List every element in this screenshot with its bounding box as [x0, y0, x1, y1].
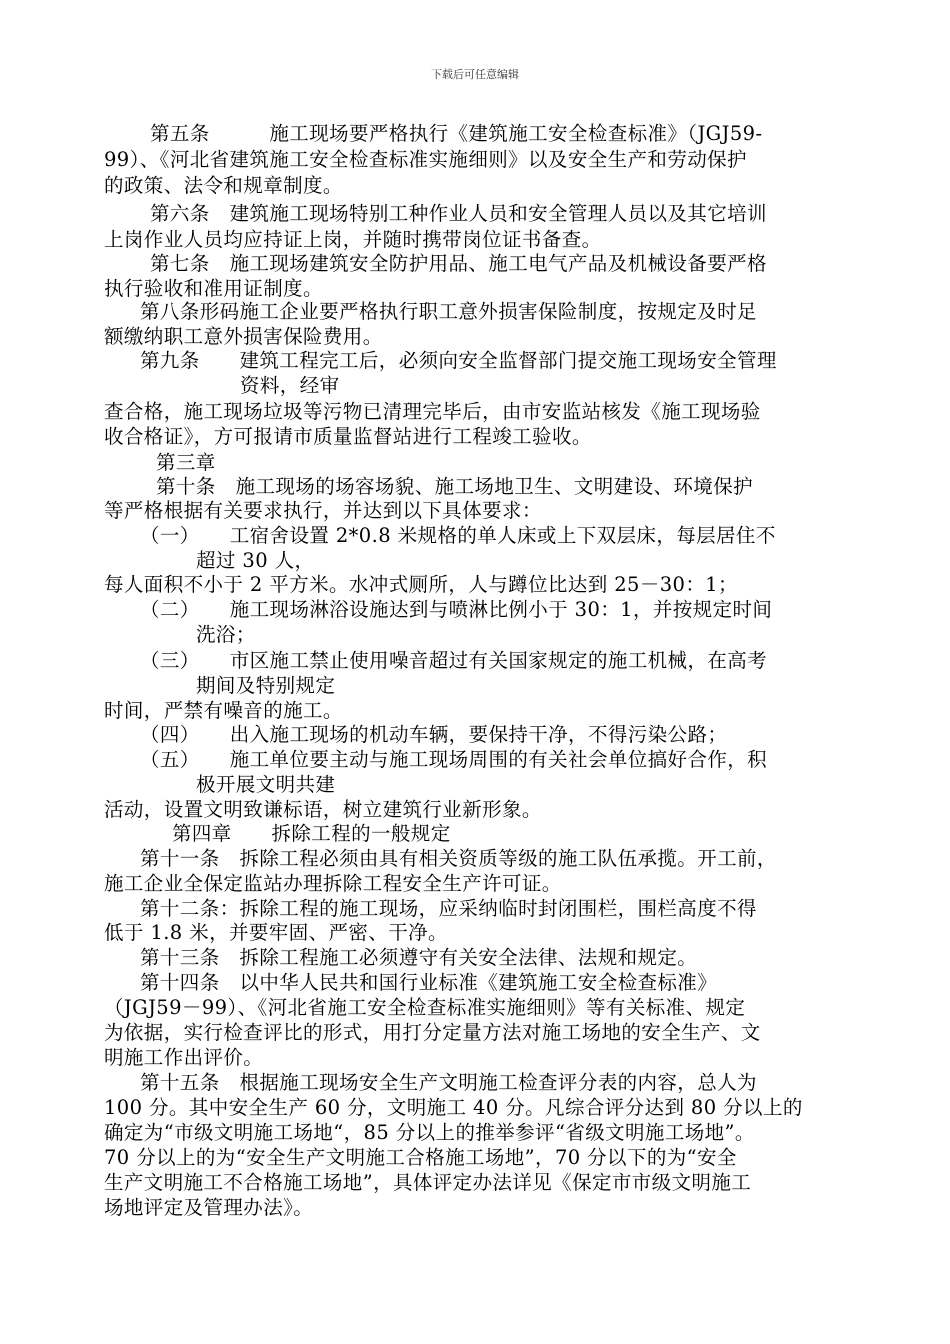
- page-header: 下载后可任意编辑: [431, 68, 519, 81]
- text-line: 活动，设置文明致谦标语，树立建筑行业新形象。: [104, 798, 542, 821]
- text-line: 超过 30 人，: [196, 549, 315, 572]
- chapter-heading: 第四章 拆除工程的一般规定: [172, 822, 451, 845]
- text-line: 生产文明施工不合格施工场地”，具体评定办法详见《保定市市级文明施工: [104, 1171, 752, 1194]
- text-line: 极开展文明共建: [196, 773, 336, 796]
- text-line: 时间，严禁有噪音的施工。: [104, 699, 343, 722]
- text-line: 99）、《河北省建筑施工安全检查标准实施细则》以及安全生产和劳动保护: [104, 148, 747, 171]
- text-line: 100 分。其中安全生产 60 分，文明施工 40 分。凡综合评分达到 80 分以上的: [104, 1096, 803, 1119]
- text-line: 为依据，实行检查评比的形式，用打分定量方法对施工场地的安全生产、文: [104, 1021, 761, 1044]
- text-line: 明施工作出评价。: [104, 1046, 264, 1069]
- text-line: 低于 1.8 米，并要牢固、严密、干净。: [104, 921, 448, 944]
- text-line: 第九条 建筑工程完工后，必须向安全监督部门提交施工现场安全管理: [140, 349, 777, 372]
- text-line: 确定为“市级文明施工场地“，85 分以上的推举参评“省级文明施工场地”。: [104, 1121, 755, 1144]
- chapter-heading: 第三章: [156, 451, 216, 474]
- text-line: 期间及特别规定: [196, 674, 336, 697]
- text-line: 第十三条 拆除工程施工必须遵守有关安全法律、法规和规定。: [140, 946, 698, 969]
- text-line: 每人面积不小于 2 平方米。水冲式厕所，人与蹲位比达到 25－30：1；: [104, 573, 738, 596]
- text-line: 的政策、法令和规章制度。: [104, 174, 343, 197]
- text-line: 执行验收和准用证制度。: [104, 277, 323, 300]
- text-line: 第十五条 根据施工现场安全生产文明施工检查评分表的内容，总人为: [140, 1071, 757, 1094]
- text-line: 第十二条：拆除工程的施工现场，应采纳临时封闭围栏，围栏高度不得: [140, 897, 757, 920]
- text-line: （四） 出入施工现场的机动车辆，要保持干净，不得污染公路；: [140, 723, 728, 746]
- text-line: 第十一条 拆除工程必须由具有相关资质等级的施工队伍承揽。开工前，: [140, 847, 777, 870]
- text-line: 70 分以上的为“安全生产文明施工合格施工场地”，70 分以下的为“安全: [104, 1146, 737, 1169]
- text-line: 场地评定及管理办法》。: [104, 1196, 314, 1219]
- text-line: 第五条 施工现场要严格执行《建筑施工安全检查标准》（JGJ59-: [150, 122, 763, 145]
- text-line: （二） 施工现场淋浴设施达到与喷淋比例小于 30：1，并按规定时间: [140, 598, 773, 621]
- text-line: （JGJ59－99）、《河北省施工安全检查标准实施细则》等有关标准、规定: [104, 996, 746, 1019]
- text-line: 额缴纳职工意外损害保险费用。: [104, 325, 383, 348]
- text-line: 等严格根据有关要求执行，并达到以下具体要求：: [104, 499, 542, 522]
- text-line: 上岗作业人员均应持证上岗，并随时携带岗位证书备查。: [104, 228, 602, 251]
- text-line: 洗浴；: [196, 623, 256, 646]
- text-line: 查合格，施工现场垃圾等污物已清理完毕后，由市安监站核发《施工现场验: [104, 400, 761, 423]
- text-line: 第十条 施工现场的场容场貌、施工场地卫生、文明建设、环境保护: [156, 475, 754, 498]
- text-line: 第六条 建筑施工现场特别工种作业人员和安全管理人员以及其它培训: [150, 202, 767, 225]
- text-line: （一） 工宿舍设置 2*0.8 米规格的单人床或上下双层床，每层居住不: [140, 524, 776, 547]
- text-line: 第七条 施工现场建筑安全防护用品、施工电气产品及机械设备要严格: [150, 252, 767, 275]
- text-line: 施工企业全保定监站办理拆除工程安全生产许可证。: [104, 872, 562, 895]
- text-line: 收合格证》，方可报请市质量监督站进行工程竣工验收。: [104, 425, 592, 448]
- text-line: 资料，经审: [240, 374, 340, 397]
- text-line: 第十四条 以中华人民共和国行业标准《建筑施工安全检查标准》: [140, 971, 718, 994]
- text-line: 第八条形码施工企业要严格执行职工意外损害保险制度，按规定及时足: [140, 300, 757, 323]
- text-line: （五） 施工单位要主动与施工现场周围的有关社会单位搞好合作，积: [140, 748, 768, 771]
- text-line: （三） 市区施工禁止使用噪音超过有关国家规定的施工机械，在高考: [140, 649, 768, 672]
